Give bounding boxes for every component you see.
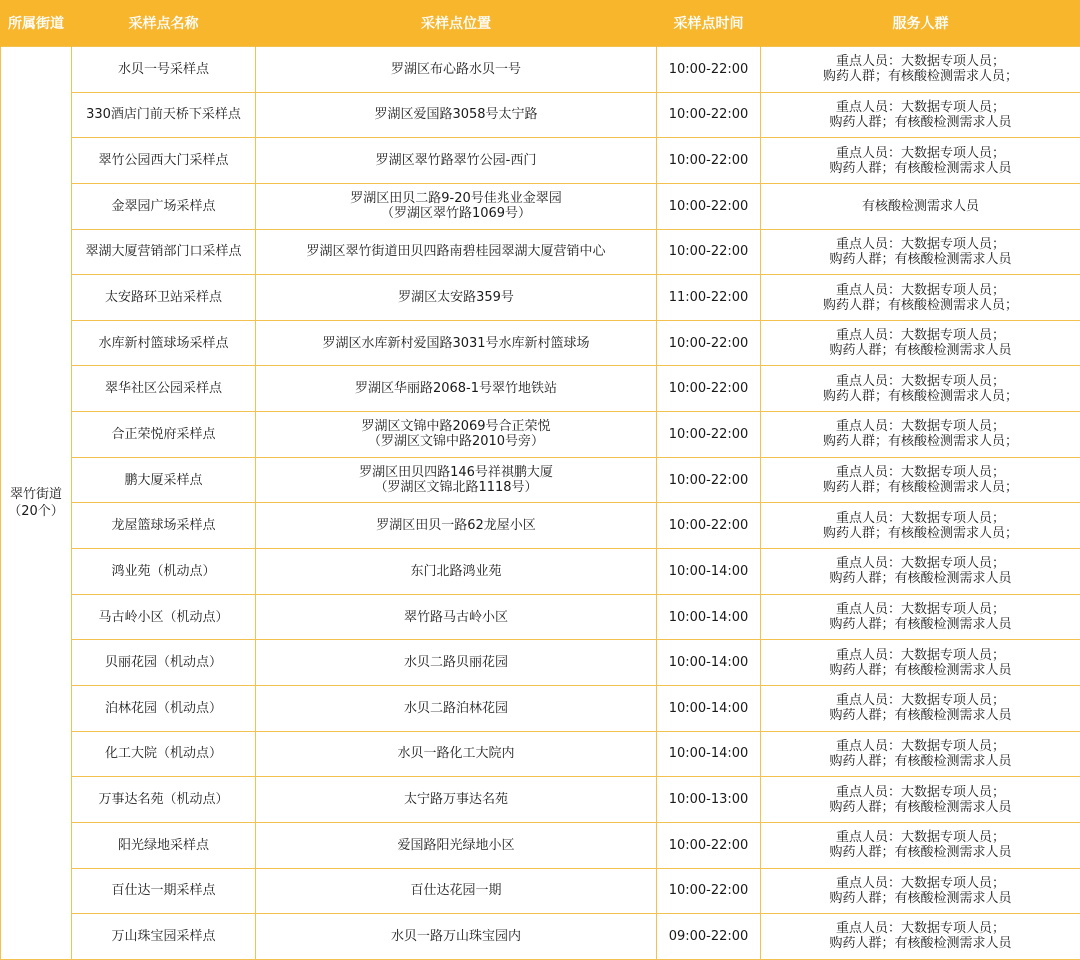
service-line: 重点人员：大数据专项人员； xyxy=(835,921,1005,937)
location-cell xyxy=(256,503,657,549)
location-cell xyxy=(256,366,657,412)
location-line: （罗湖区翠竹路1069号） xyxy=(380,206,532,222)
location-cell xyxy=(256,777,657,823)
table-row xyxy=(1,275,1080,321)
service-line: 重点人员：大数据专项人员； xyxy=(835,693,1005,709)
location-line: 水贝二路泊林花园 xyxy=(403,700,508,716)
service-group-cell xyxy=(761,549,1080,595)
location-line: 罗湖区田贝一路62龙屋小区 xyxy=(376,518,536,534)
street-name: 翠竹街道 xyxy=(9,486,62,502)
table-row xyxy=(1,47,1080,93)
service-line: 重点人员：大数据专项人员； xyxy=(835,145,1005,161)
service-group-cell xyxy=(761,366,1080,412)
time-cell: 10:00-22:00 xyxy=(657,868,761,914)
table-row xyxy=(1,868,1080,914)
point-name-cell: 鹏大厦采样点 xyxy=(72,457,256,503)
time-cell: 10:00-14:00 xyxy=(657,685,761,731)
service-line: 重点人员：大数据专项人员； xyxy=(835,99,1005,115)
service-group-cell xyxy=(761,868,1080,914)
location-cell xyxy=(256,229,657,275)
service-group-cell xyxy=(761,275,1080,321)
time-cell: 10:00-14:00 xyxy=(657,731,761,777)
location-cell xyxy=(256,320,657,366)
table-row xyxy=(1,777,1080,823)
header-point-name: 采样点名称 xyxy=(72,0,256,47)
time-cell: 10:00-22:00 xyxy=(657,320,761,366)
location-line: （罗湖区文锦北路1118号） xyxy=(374,480,538,496)
service-line: 重点人员：大数据专项人员； xyxy=(835,236,1005,252)
service-line: 重点人员：大数据专项人员； xyxy=(835,373,1005,389)
location-cell xyxy=(256,92,657,138)
location-cell xyxy=(256,275,657,321)
location-line: 水贝二路贝丽花园 xyxy=(403,655,508,671)
service-line: 重点人员：大数据专项人员； xyxy=(835,602,1005,617)
time-cell: 10:00-14:00 xyxy=(657,594,761,640)
service-line: 购药人群；有核酸检测需求人员； xyxy=(822,69,1018,85)
service-line: 有核酸检测需求人员 xyxy=(861,198,979,214)
point-name-cell: 330酒店门前天桥下采样点 xyxy=(72,92,256,138)
point-name-cell: 水贝一号采样点 xyxy=(72,47,256,93)
service-line: 重点人员：大数据专项人员； xyxy=(835,465,1005,481)
service-line: 重点人员：大数据专项人员； xyxy=(835,419,1005,435)
service-line: 购药人群；有核酸检测需求人员 xyxy=(829,845,1012,861)
location-line: 翠竹路马古岭小区 xyxy=(403,609,508,625)
point-name-cell: 金翠园广场采样点 xyxy=(72,183,256,229)
table-body xyxy=(1,47,1080,960)
service-line: 重点人员：大数据专项人员； xyxy=(835,282,1005,298)
location-cell xyxy=(256,914,657,960)
service-line: 购药人群；有核酸检测需求人员 xyxy=(829,160,1012,176)
service-line: 重点人员：大数据专项人员； xyxy=(835,647,1005,663)
service-group-cell xyxy=(761,412,1080,458)
location-line: 罗湖区布心路水贝一号 xyxy=(390,61,521,77)
table-row xyxy=(1,503,1080,549)
point-name-cell: 水库新村篮球场采样点 xyxy=(72,320,256,366)
point-name-cell: 龙屋篮球场采样点 xyxy=(72,503,256,549)
point-name-cell: 百仕达一期采样点 xyxy=(72,868,256,914)
table-row xyxy=(1,366,1080,412)
table-row xyxy=(1,822,1080,868)
time-cell: 09:00-22:00 xyxy=(657,914,761,960)
time-cell: 10:00-22:00 xyxy=(657,366,761,412)
time-cell: 10:00-22:00 xyxy=(657,92,761,138)
service-line: 购药人群；有核酸检测需求人员 xyxy=(829,799,1012,815)
point-name-cell: 合正荣悦府采样点 xyxy=(72,412,256,458)
service-group-cell xyxy=(761,503,1080,549)
location-cell xyxy=(256,47,657,93)
time-cell: 10:00-22:00 xyxy=(657,47,761,93)
service-group-cell xyxy=(761,229,1080,275)
service-line: 购药人群；有核酸检测需求人员； xyxy=(822,480,1018,496)
table-row xyxy=(1,914,1080,960)
time-cell: 10:00-22:00 xyxy=(657,183,761,229)
location-line: 罗湖区田贝四路146号祥祺鹏大厦 xyxy=(359,465,553,481)
time-cell: 10:00-22:00 xyxy=(657,822,761,868)
table-row xyxy=(1,320,1080,366)
service-line: 购药人群；有核酸检测需求人员； xyxy=(822,434,1018,450)
location-line: 罗湖区文锦中路2069号合正荣悦 xyxy=(361,419,551,435)
service-line: 购药人群；有核酸检测需求人员 xyxy=(829,890,1012,906)
service-group-cell xyxy=(761,594,1080,640)
table-row xyxy=(1,640,1080,686)
service-group-cell xyxy=(761,138,1080,184)
service-group-cell xyxy=(761,183,1080,229)
service-group-cell xyxy=(761,92,1080,138)
service-group-cell xyxy=(761,777,1080,823)
location-cell xyxy=(256,412,657,458)
service-group-cell xyxy=(761,914,1080,960)
header-street: 所属街道 xyxy=(1,0,72,47)
service-group-cell xyxy=(761,457,1080,503)
location-line: 罗湖区爱国路3058号太宁路 xyxy=(374,107,538,123)
point-name-cell: 贝丽花园（机动点） xyxy=(72,640,256,686)
table-row xyxy=(1,549,1080,595)
service-line: 购药人群；有核酸检测需求人员 xyxy=(829,114,1012,130)
location-line: 太宁路万事达名苑 xyxy=(403,792,508,808)
location-cell xyxy=(256,549,657,595)
table-row xyxy=(1,594,1080,640)
point-name-cell: 马古岭小区（机动点） xyxy=(72,594,256,640)
time-cell: 10:00-22:00 xyxy=(657,229,761,275)
point-name-cell: 阳光绿地采样点 xyxy=(72,822,256,868)
table-row xyxy=(1,457,1080,503)
service-group-cell xyxy=(761,685,1080,731)
location-line: 罗湖区华丽路2068-1号翠竹地铁站 xyxy=(354,381,558,397)
service-line: 购药人群；有核酸检测需求人员 xyxy=(829,753,1012,769)
service-line: 购药人群；有核酸检测需求人员； xyxy=(822,388,1018,404)
location-line: 爱国路阳光绿地小区 xyxy=(397,837,515,853)
point-name-cell: 太安路环卫站采样点 xyxy=(72,275,256,321)
point-name-cell: 泊林花园（机动点） xyxy=(72,685,256,731)
service-line: 购药人群；有核酸检测需求人员 xyxy=(829,936,1012,952)
location-cell xyxy=(256,594,657,640)
location-line: 罗湖区翠竹路翠竹公园-西门 xyxy=(375,153,537,169)
table-row xyxy=(1,412,1080,458)
time-cell: 10:00-22:00 xyxy=(657,412,761,458)
location-line: 罗湖区水库新村爱国路3031号水库新村篮球场 xyxy=(322,335,590,351)
service-line: 重点人员：大数据专项人员； xyxy=(835,738,1005,754)
point-name-cell: 化工大院（机动点） xyxy=(72,731,256,777)
service-line: 重点人员：大数据专项人员； xyxy=(835,875,1005,891)
service-line: 购药人群；有核酸检测需求人员 xyxy=(829,617,1012,632)
service-line: 购药人群；有核酸检测需求人员 xyxy=(829,251,1012,267)
service-line: 重点人员：大数据专项人员； xyxy=(835,54,1005,70)
header-location: 采样点位置 xyxy=(256,0,657,47)
time-cell: 10:00-22:00 xyxy=(657,503,761,549)
header-service-group: 服务人群 xyxy=(761,0,1080,47)
time-cell: 10:00-14:00 xyxy=(657,549,761,595)
point-name-cell: 万山珠宝园采样点 xyxy=(72,914,256,960)
point-name-cell: 万事达名苑（机动点） xyxy=(72,777,256,823)
time-cell: 11:00-22:00 xyxy=(657,275,761,321)
location-line: 罗湖区田贝二路9-20号佳兆业金翠园 xyxy=(350,191,562,207)
point-name-cell: 翠竹公园西大门采样点 xyxy=(72,138,256,184)
service-line: 购药人群；有核酸检测需求人员 xyxy=(829,343,1012,359)
service-line: 重点人员：大数据专项人员； xyxy=(835,556,1005,572)
table-row xyxy=(1,138,1080,184)
location-line: 水贝一路万山珠宝园内 xyxy=(390,928,521,944)
table-row xyxy=(1,183,1080,229)
street-cell xyxy=(1,47,72,960)
header-time: 采样点时间 xyxy=(657,0,761,47)
service-line: 重点人员：大数据专项人员； xyxy=(835,784,1005,800)
location-cell xyxy=(256,822,657,868)
table-row xyxy=(1,92,1080,138)
point-name-cell: 翠湖大厦营销部门口采样点 xyxy=(72,229,256,275)
service-line: 购药人群；有核酸检测需求人员 xyxy=(829,708,1012,724)
table-header-row xyxy=(1,0,1080,47)
street-count: （20个） xyxy=(8,503,64,519)
location-line: 罗湖区翠竹街道田贝四路南碧桂园翠湖大厦营销中心 xyxy=(306,244,606,260)
location-cell xyxy=(256,685,657,731)
service-line: 重点人员：大数据专项人员； xyxy=(835,510,1005,526)
location-cell xyxy=(256,183,657,229)
location-cell xyxy=(256,457,657,503)
time-cell: 10:00-13:00 xyxy=(657,777,761,823)
service-group-cell xyxy=(761,640,1080,686)
location-cell xyxy=(256,868,657,914)
location-line: 东门北路鸿业苑 xyxy=(410,563,502,579)
time-cell: 10:00-22:00 xyxy=(657,457,761,503)
location-cell xyxy=(256,640,657,686)
service-line: 购药人群；有核酸检测需求人员； xyxy=(822,297,1018,313)
service-line: 购药人群；有核酸检测需求人员； xyxy=(822,525,1018,541)
service-line: 重点人员：大数据专项人员； xyxy=(835,830,1005,846)
service-line: 购药人群；有核酸检测需求人员 xyxy=(829,662,1012,678)
location-cell xyxy=(256,731,657,777)
service-line: 购药人群；有核酸检测需求人员 xyxy=(829,571,1012,587)
service-group-cell xyxy=(761,320,1080,366)
location-cell xyxy=(256,138,657,184)
location-line: 罗湖区太安路359号 xyxy=(398,290,514,306)
location-line: 水贝一路化工大院内 xyxy=(397,746,515,762)
time-cell: 10:00-14:00 xyxy=(657,640,761,686)
table-row xyxy=(1,229,1080,275)
service-group-cell xyxy=(761,822,1080,868)
table-row xyxy=(1,685,1080,731)
location-line: （罗湖区文锦中路2010号旁） xyxy=(367,434,545,450)
point-name-cell: 翠华社区公园采样点 xyxy=(72,366,256,412)
service-group-cell xyxy=(761,47,1080,93)
table-row xyxy=(1,731,1080,777)
service-group-cell xyxy=(761,731,1080,777)
location-line: 百仕达花园一期 xyxy=(410,883,502,899)
time-cell: 10:00-22:00 xyxy=(657,138,761,184)
service-line: 重点人员：大数据专项人员； xyxy=(835,328,1005,344)
point-name-cell: 鸿业苑（机动点） xyxy=(72,549,256,595)
